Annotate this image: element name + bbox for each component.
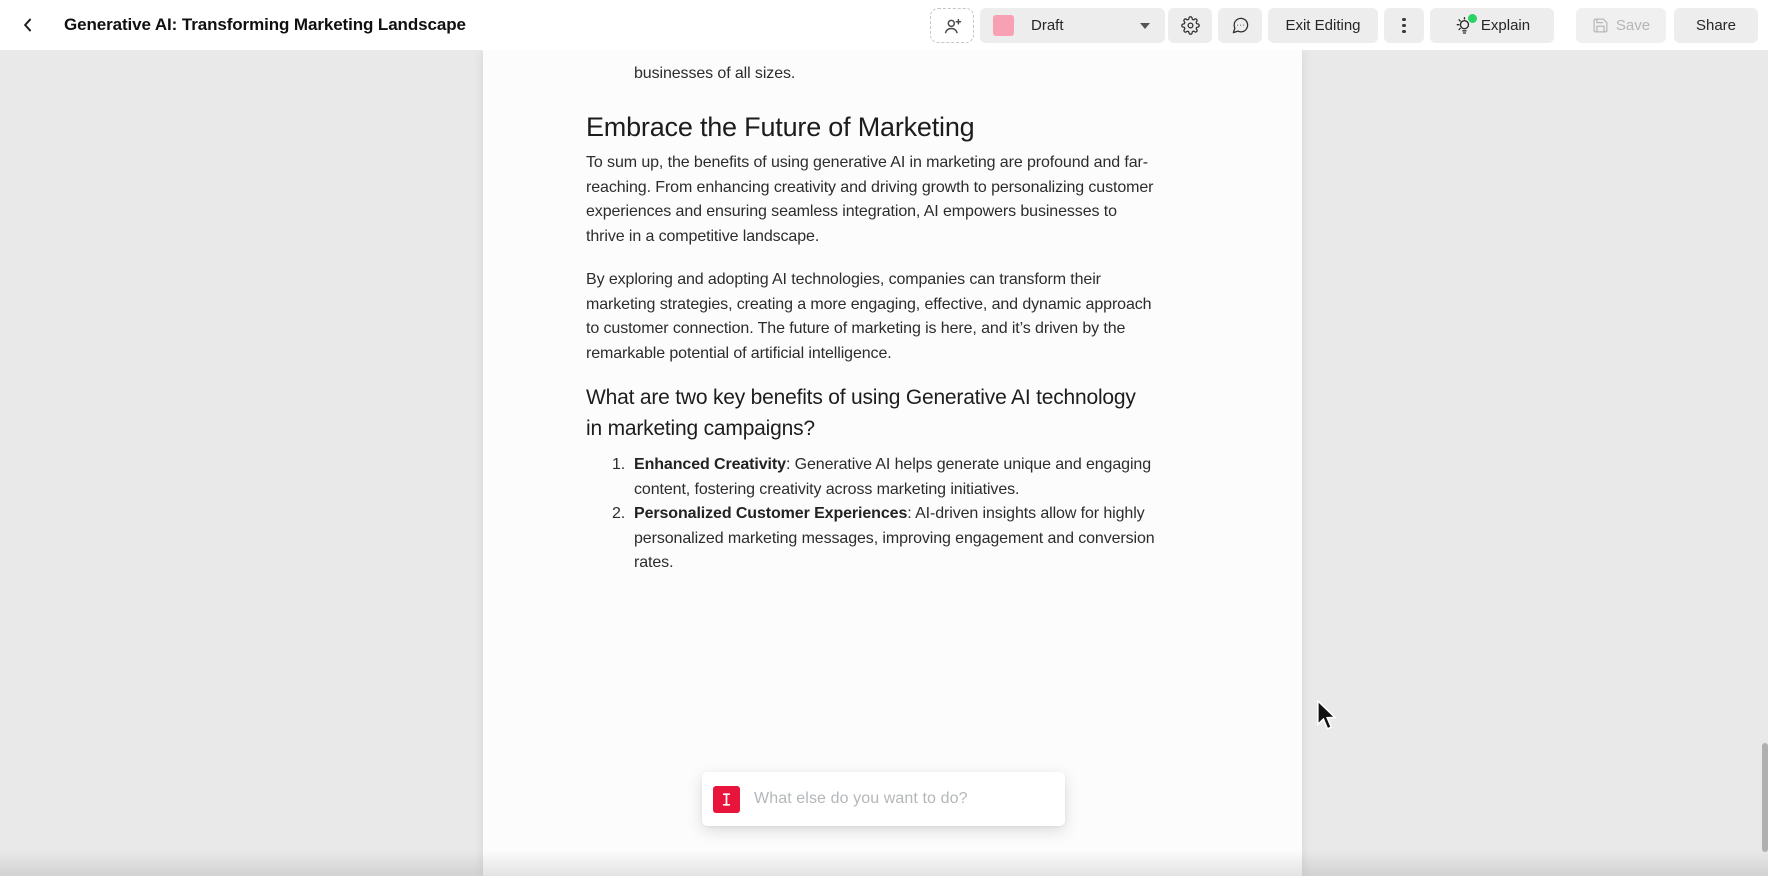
person-plus-icon: [942, 16, 962, 36]
text-line: content, fostering creativity across marketing initiatives.: [634, 480, 1020, 498]
text-line: marketing strategies, creating a more engaging, effective, and dynamic approach: [586, 295, 1152, 313]
text-line: personalized marketing messages, improving engagement and conversion: [634, 529, 1155, 547]
paragraph: [586, 151, 1153, 249]
add-collaborator-button[interactable]: [930, 8, 974, 43]
workspace: [0, 50, 1768, 876]
list-item: [586, 502, 1155, 576]
trailing-list-fragment: businesses of all sizes.: [634, 65, 796, 82]
gear-icon: [1181, 16, 1200, 35]
kebab-menu-icon: [1402, 18, 1405, 33]
save-button[interactable]: [1576, 8, 1666, 43]
speech-bubble-dots-icon: [1231, 16, 1250, 35]
chevron-down-icon: [1140, 23, 1150, 29]
i-beam-cursor-icon: [718, 791, 735, 808]
more-options-button[interactable]: [1384, 8, 1424, 43]
lightbulb-icon-wrap: [1454, 16, 1474, 36]
status-label: Draft: [1031, 17, 1064, 34]
list-item-term: Enhanced Creativity: [634, 456, 786, 473]
status-color-swatch: [993, 15, 1014, 36]
status-dropdown[interactable]: [980, 8, 1165, 43]
notification-dot: [1468, 14, 1477, 23]
share-button[interactable]: [1674, 8, 1758, 43]
document-page[interactable]: [483, 50, 1302, 876]
text-line: thrive in a competitive landscape.: [586, 227, 820, 245]
share-label: Share: [1695, 17, 1737, 34]
section-heading: Embrace the Future of Marketing: [586, 112, 975, 142]
text-line: remarkable potential of artificial intelligence.: [586, 344, 892, 362]
text-line: By exploring and adopting AI technologies, companies can transform their: [586, 271, 1101, 288]
page-title: Generative AI: Transforming Marketing Landscape: [64, 15, 466, 34]
exit-editing-label: Exit Editing: [1285, 17, 1361, 34]
exit-editing-button[interactable]: [1268, 8, 1378, 43]
scrollbar-thumb[interactable]: [1762, 743, 1768, 852]
numbered-list: [586, 453, 1155, 576]
chevron-left-icon: [18, 15, 38, 35]
ai-prompt-input[interactable]: [702, 772, 1065, 826]
text-line: in marketing campaigns?: [586, 417, 815, 440]
text-line: [634, 502, 1155, 527]
text-line: to customer connection. The future of marketing is here, and it’s driven by the: [586, 320, 1126, 338]
list-item-text: : AI-driven insights allow for highly: [907, 505, 1145, 523]
text-line: [634, 453, 1155, 478]
list-item-text: : Generative AI helps generate unique and engaging: [785, 456, 1152, 473]
text-line: rates.: [634, 554, 674, 572]
prompt-placeholder: What else do you want to do?: [754, 790, 968, 807]
list-number: 1.: [612, 456, 626, 473]
text-line: What are two key benefits of using Generative AI technology: [586, 386, 1136, 409]
toolbar: [0, 0, 1768, 50]
text-line: experiences and ensuring seamless integration, AI empowers businesses to: [586, 203, 1117, 221]
list-item: [586, 453, 1155, 502]
text-line: To sum up, the benefits of using generative AI in marketing are profound and far-: [586, 154, 1149, 171]
explain-button[interactable]: [1430, 8, 1554, 43]
text-cursor-chip: [713, 786, 740, 813]
back-button[interactable]: [14, 12, 42, 38]
floppy-disk-icon: [1592, 17, 1609, 34]
explain-label: Explain: [1480, 17, 1531, 34]
save-label: Save: [1615, 17, 1651, 34]
question-heading: [586, 382, 1136, 444]
text-line: reaching. From enhancing creativity and driving growth to personalizing customer: [586, 178, 1154, 196]
settings-button[interactable]: [1168, 8, 1212, 43]
comments-button[interactable]: [1218, 8, 1262, 43]
list-number: 2.: [612, 505, 626, 523]
paragraph: [586, 268, 1151, 366]
list-item-term: Personalized Customer Experiences: [634, 505, 908, 523]
